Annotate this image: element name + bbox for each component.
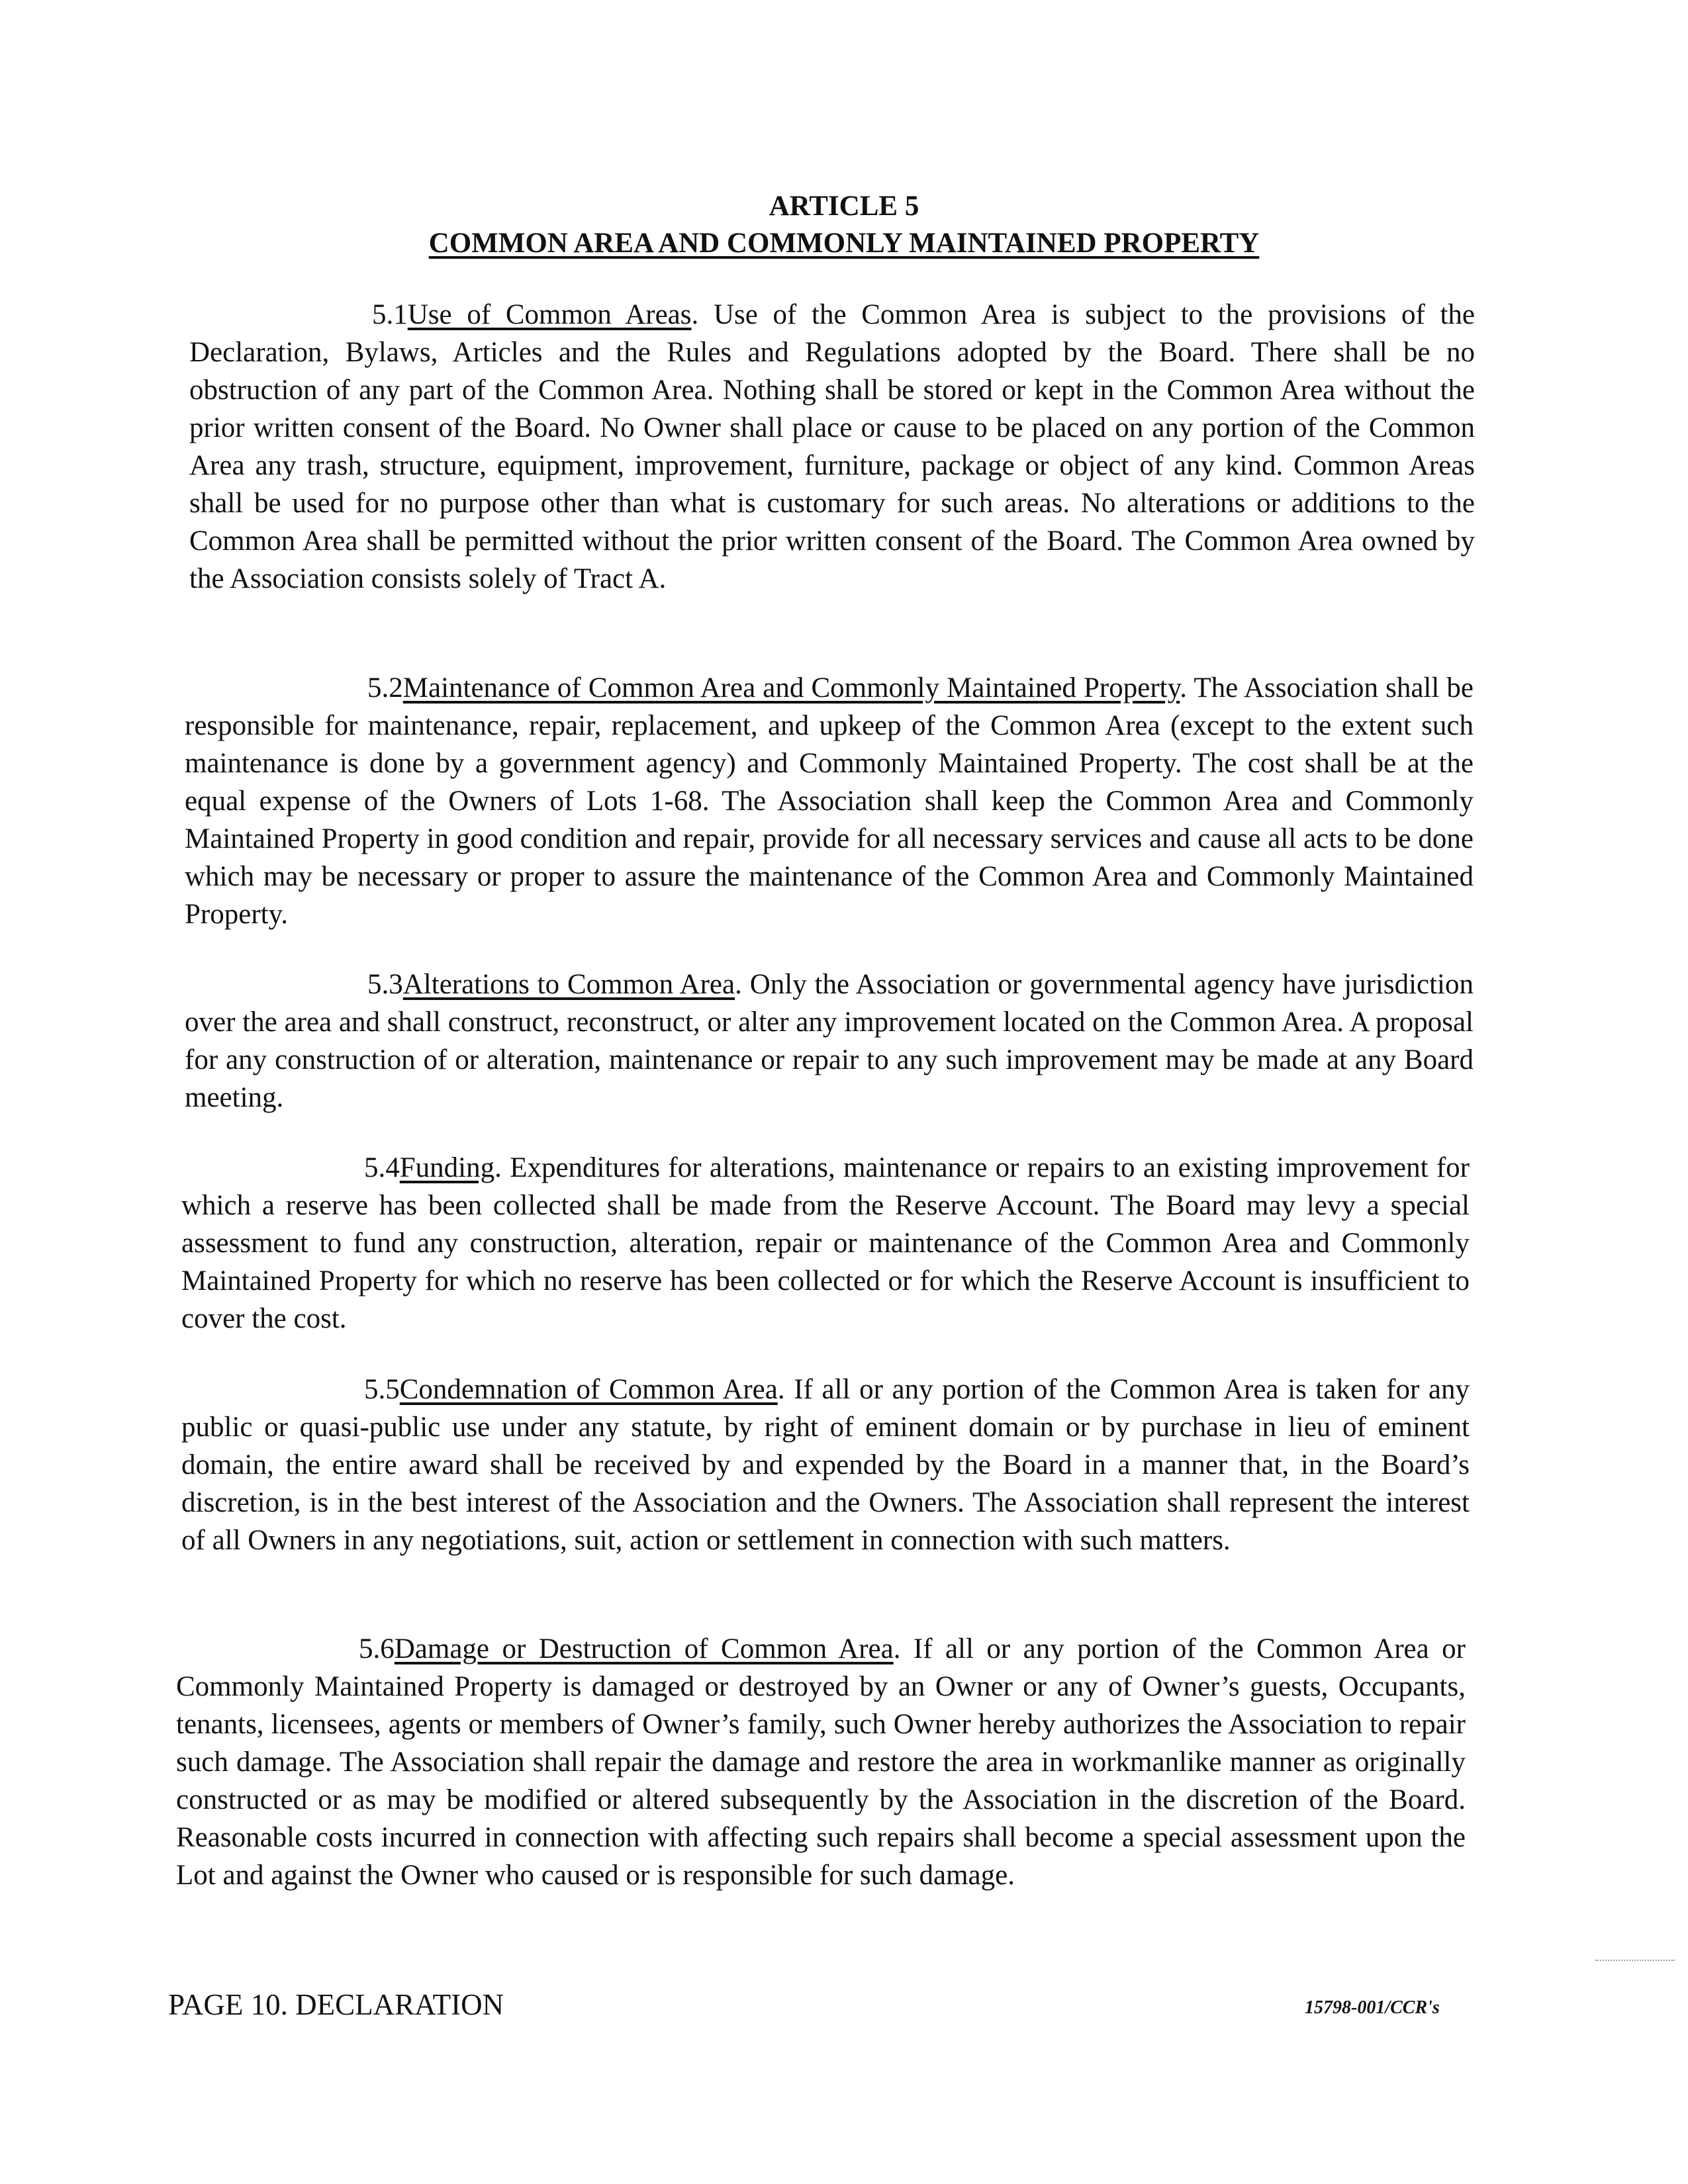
section-text: . If all or any portion of the Common Area or Commonly Maintained Property is damaged or destroyed by an Owner or any of Owner’s guests, Occupants, tenants, licensees, agents or members of Owner’s family, such Owner hereby authorizes the Association to repair such damage. The Association shall repair the damage and restore the area in workmanlike manner as originally constructed or as may be modified or altered subsequently by the Association in the discretion of the Board. Reasonable costs incurred in connection with affecting such repairs shall become a special assessment upon the Lot and against the Owner who caused or is responsible for such damage.: [176, 1633, 1466, 1891]
scan-artifact-line: [1595, 1960, 1675, 1961]
section-text: . If all or any portion of the Common Area is taken for any public or quasi-public use under any statute, by right of eminent domain or by purchase in lieu of eminent domain, the entire award shall be received by and expended by the Board in a manner that, in the Board’s discretion, is in the best interest of the Association and the Owners. The Association shall represent the interest of all Owners in any negotiations, suit, action or settlement in connection with such matters.: [181, 1374, 1470, 1556]
section-number: 5.3: [367, 969, 403, 1000]
section-title: Maintenance of Common Area and Commonly Maintained Property: [402, 672, 1180, 704]
section-5-6: [176, 1630, 1466, 1894]
section-number: 5.4: [364, 1152, 400, 1183]
section-text: . The Association shall be responsible for maintenance, repair, replacement, and upkeep of the Common Area (except to the extent such maintenance is done by a government agency) and Commonly Maintained Property. The cost shall be at the equal expense of the Owners of Lots 1-68. The Association shall keep the Common Area and Commonly Maintained Property in good condition and repair, provide for all necessary services and cause all acts to be done which may be necessary or proper to assure the maintenance of the Common Area and Commonly Maintained Property.: [185, 672, 1474, 930]
section-text: . Only the Association or governmental agency have jurisdiction over the area and shall construct, reconstruct, or alter any improvement located on the Common Area. A proposal for any construction of or alteration, maintenance or repair to any such improvement may be made at any Board meeting.: [185, 969, 1474, 1113]
section-title: Alterations to Common Area: [402, 969, 735, 1000]
section-number: 5.6: [359, 1633, 395, 1664]
article-title: COMMON AREA AND COMMONLY MAINTAINED PROPERTY: [428, 228, 1260, 259]
section-5-5: [181, 1371, 1470, 1559]
section-text: . Expenditures for alterations, maintenance or repairs to an existing improvement for which a reserve has been collected shall be made from the Reserve Account. The Board may levy a special assessment to fund any construction, alteration, repair or maintenance of the Common Area and Commonly Maintained Property for which no reserve has been collected or for which the Reserve Account is insufficient to cover the cost.: [181, 1152, 1470, 1334]
section-number: 5.2: [367, 672, 403, 704]
section-number: 5.5: [364, 1374, 400, 1405]
section-number: 5.1: [372, 299, 408, 330]
section-text: . Use of the Common Area is subject to the provisions of the Declaration, Bylaws, Articles and the Rules and Regulations adopted by the Board. There shall be no obstruction of any part of the Common Area. Nothing shall be stored or kept in the Common Area without the prior written consent of the Board. No Owner shall place or cause to be placed on any portion of the Common Area any trash, structure, equipment, improvement, furniture, package or object of any kind. Common Areas shall be used for no purpose other than what is customary for such areas. No alterations or additions to the Common Area shall be permitted without the prior written consent of the Board. The Common Area owned by the Association consists solely of Tract A.: [189, 299, 1475, 594]
section-5-4: [181, 1149, 1470, 1338]
section-5-1: [189, 296, 1475, 598]
section-title: Damage or Destruction of Common Area: [394, 1633, 894, 1664]
section-title: Funding: [399, 1152, 495, 1183]
footer-page-label: PAGE 10. DECLARATION: [168, 1988, 504, 2021]
footer-doc-code: 15798-001/CCR's: [1305, 1997, 1440, 2018]
article-number-heading: ARTICLE 5: [769, 191, 919, 222]
section-5-2: [185, 669, 1474, 933]
section-title: Use of Common Areas: [407, 299, 692, 330]
section-title: Condemnation of Common Area: [399, 1374, 778, 1405]
section-5-3: [185, 966, 1474, 1116]
